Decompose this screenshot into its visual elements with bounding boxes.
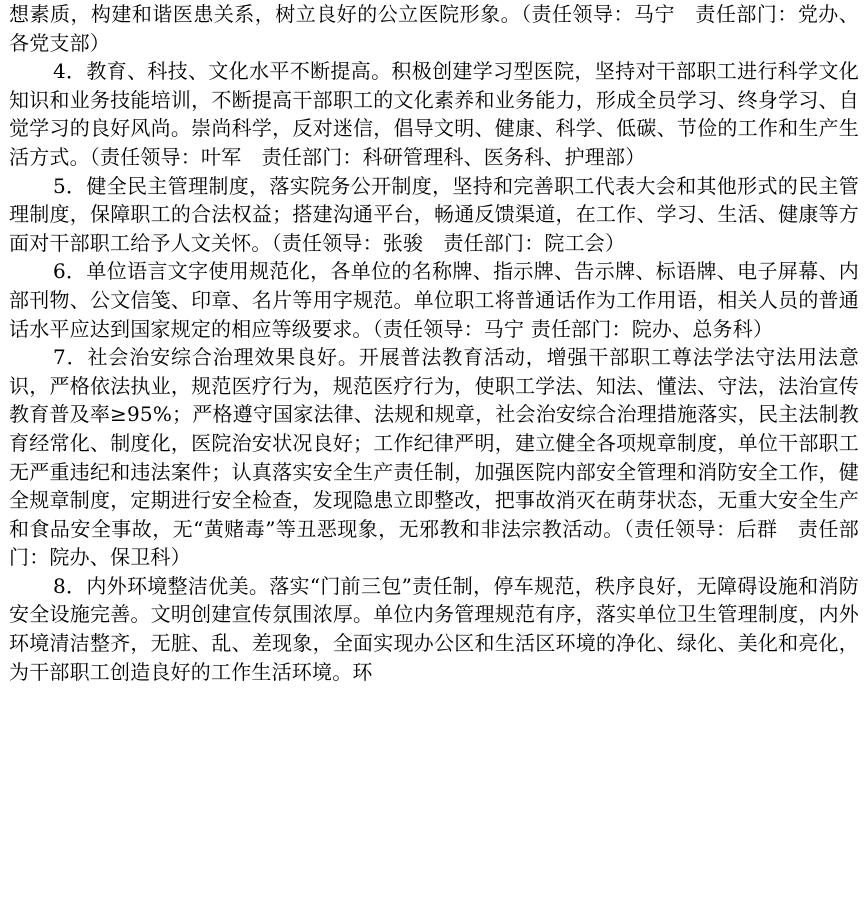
- paragraph-item-5: 5．健全民主管理制度，落实院务公开制度，坚持和完善职工代表大会和其他形式的民主管理制度，保障职工的合法权益；搭建沟通平台，畅通反馈渠道，在工作、学习、生活、健康等方面对干部职工给予人文关怀。（责任领导：张骏 责任部门：院工会）: [9, 173, 859, 255]
- paragraph-continuation: 想素质，构建和谐医患关系，树立良好的公立医院形象。（责任领导：马宁 责任部门：党办、各党支部）: [9, 2, 859, 55]
- paragraph-item-6: 6．单位语言文字使用规范化，各单位的名称牌、指示牌、告示牌、标语牌、电子屏幕、内部刊物、公文信笺、印章、名片等用字规范。单位职工将普通话作为工作用语，相关人员的普通话水平应达到国家规定的相应等级要求。（责任领导：马宁 责任部门：院办、总务科）: [9, 259, 859, 341]
- paragraph-item-8: 8．内外环境整洁优美。落实“门前三包”责任制，停车规范，秩序良好，无障碍设施和消防安全设施完善。文明创建宣传氛围浓厚。单位内务管理规范有序，落实单位卫生管理制度，内外环境清洁整齐，无脏、乱、差现象，全面实现办公区和生活区环境的净化、绿化、美化和亮化，为干部职工创造良好的工作生活环境。环: [9, 573, 859, 684]
- paragraph-item-7: 7．社会治安综合治理效果良好。开展普法教育活动，增强干部职工尊法学法守法用法意识，严格依法执业，规范医疗行为，规范医疗行为，使职工学法、知法、懂法、守法，法治宣传教育普及率≥95%；严格遵守国家法律、法规和规章，社会治安综合治理措施落实，民主法制教育经常化、制度化，医院治安状况良好；工作纪律严明，建立健全各项规章制度，单位干部职工无严重违纪和违法案件；认真落实安全生产责任制，加强医院内部安全管理和消防安全工作，健全规章制度，定期进行安全检查，发现隐患立即整改，把事故消灭在萌芽状态，无重大安全生产和食品安全事故，无“黄赌毒”等丑恶现象，无邪教和非法宗教活动。（责任领导：后群 责任部门：院办、保卫科）: [9, 345, 859, 570]
- document-page: [9, 0, 859, 686]
- paragraph-item-4: 4．教育、科技、文化水平不断提高。积极创建学习型医院，坚持对干部职工进行科学文化知识和业务技能培训，不断提高干部职工的文化素养和业务能力，形成全员学习、终身学习、自觉学习的良好风尚。崇尚科学，反对迷信，倡导文明、健康、科学、低碳、节俭的工作和生产生活方式。（责任领导：叶军 责任部门：科研管理科、医务科、护理部）: [9, 59, 859, 169]
